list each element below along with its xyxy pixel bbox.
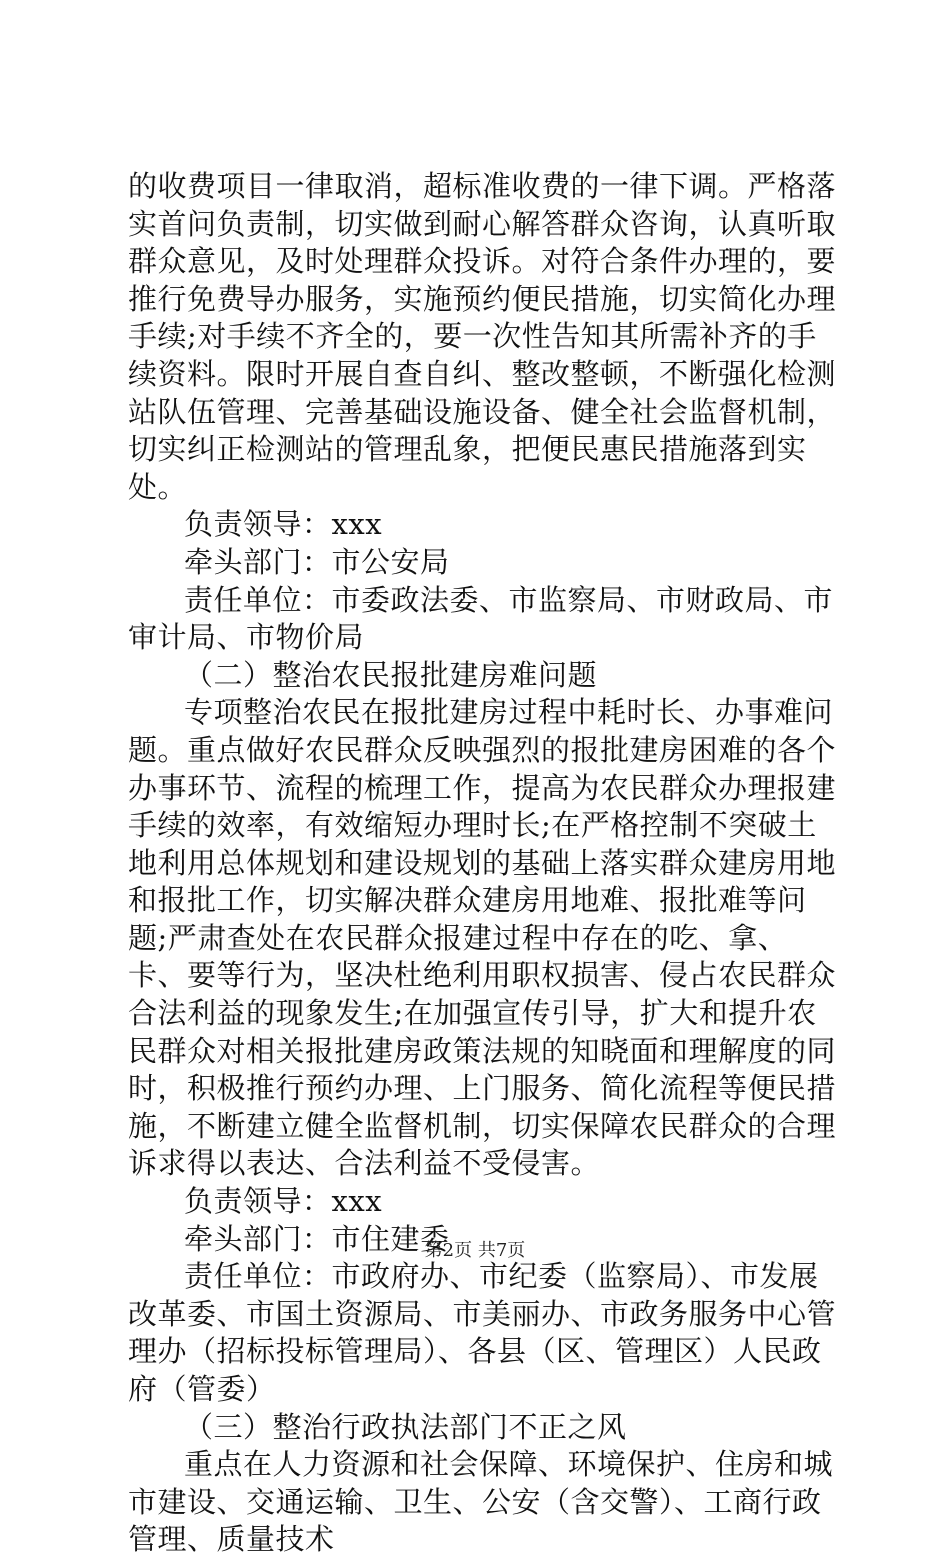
lead-department-line: 牵头部门：市公安局: [184, 544, 450, 579]
body-paragraph: 重点在人力资源和社会保障、环境保护、住房和城市建设、交通运输、卫生、公安（含交警）、工商行政管理、质量技术: [128, 1447, 834, 1557]
body-paragraph: 专项整治农民在报批建房过程中耗时长、办事难问题。重点做好农民群众反映强烈的报批建房困难的各个办事环节、流程的梳理工作，提高为农民群众办理报建手续的效率，有效缩短办理时长;在严格控制不突破土地利用总体规划和建设规划的基础上落实群众建房用地和报批工作，切实解决群众建房用地难、报批难等问题;严肃查处在农民群众报建过程中存在的吃、拿、卡、要等行为，坚决杜绝利用职权损害、侵占农民群众合法利益的现象发生;在加强宣传引导，扩大和提升农民群众对相关报批建房政策法规的知晓面和理解度的同时，积极推行预约办理、上门服务、简化流程等便民措施，不断建立健全监督机制，切实保障农民群众的合理诉求得以表达、合法利益不受侵害。: [128, 695, 837, 1181]
responsible-leader-line: 负责领导：xxx: [184, 507, 383, 542]
section-heading: （二）整治农民报批建房难问题: [184, 657, 598, 692]
responsible-units-line: 责任单位：市政府办、市纪委（监察局）、市发展改革委、市国土资源局、市美丽办、市政务服务中心管理办（招标投标管理局）、各县（区、管理区）人民政府（管委）: [128, 1259, 837, 1406]
page-number-footer: 第2页 共7页: [424, 1240, 526, 1261]
section-heading: （三）整治行政执法部门不正之风: [184, 1409, 627, 1444]
responsible-units-line: 责任单位：市委政法委、市监察局、市财政局、市审计局、市物价局: [128, 582, 834, 655]
body-paragraph: 的收费项目一律取消，超标准收费的一律下调。严格落实首问负责制，切实做到耐心解答群众咨询，认真听取群众意见，及时处理群众投诉。对符合条件办理的，要推行免费导办服务，实施预约便民措施，切实简化办理手续;对手续不齐全的，要一次性告知其所需补齐的手续资料。限时开展自查自纠、整改整顿，不断强化检测站队伍管理、完善基础设施设备、健全社会监督机制，切实纠正检测站的管理乱象，把便民惠民措施落到实处。: [128, 169, 837, 504]
responsible-leader-line: 负责领导：xxx: [184, 1184, 383, 1219]
document-body: [128, 168, 838, 1559]
lead-department-line: 牵头部门：市住建委: [184, 1221, 450, 1256]
